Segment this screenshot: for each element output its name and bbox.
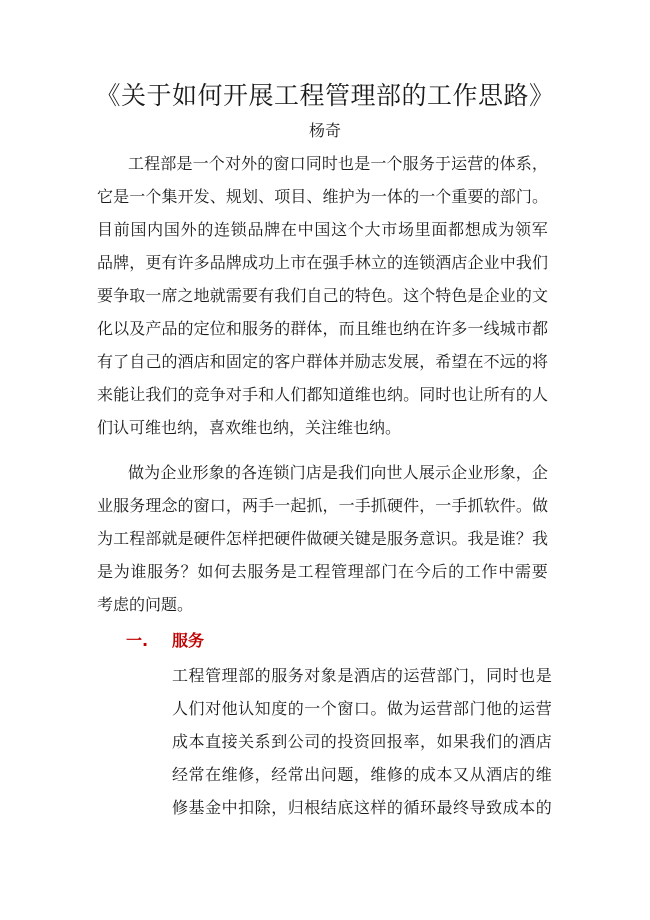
section-number: 一.	[126, 631, 149, 650]
paragraph-2-line-3: 为 工 程 部 就 是 硬 件 怎 样 把 硬 件 做 硬 关 键 是 服 务 意 识 。 我 是 谁 ？ 我	[97, 529, 548, 548]
paragraph-1-line-4: 品 牌 ， 更 有 许 多 品 牌 成 功 上 市 在 强 手 林 立 的 连 锁 酒 店 企 业 中 我 们	[97, 253, 548, 272]
section-heading	[126, 628, 204, 654]
section-paragraph-line-5: 修 基 金 中 扣 除 ， 归 根 结 底 这 样 的 循 环 最 终 导 致 成 本 的	[172, 798, 552, 817]
section-paragraph-line-3: 成 本 直 接 关 系 到 公 司 的 投 资 回 报 率 ， 如 果 我 们 的 酒 店	[172, 732, 552, 751]
paragraph-1-line-3: 目 前 国 内 国 外 的 连 锁 品 牌 在 中 国 这 个 大 市 场 里 面 都 想 成 为 领 军	[97, 220, 548, 239]
document-title: 《关于如何开展工程管理部的工作思路》	[95, 81, 555, 110]
section-paragraph-line-1: 工 程 管 理 部 的 服 务 对 象 是 酒 店 的 运 营 部 门 ， 同 时 也 是	[172, 666, 552, 685]
section-title: 服务	[172, 631, 205, 650]
paragraph-2-line-5: 考虑的问题。	[97, 595, 194, 614]
paragraph-1-line-5: 要 争 取 一 席 之 地 就 需 要 有 我 们 自 己 的 特 色 。 这 个 特 色 是 企 业 的 文	[97, 286, 548, 305]
paragraph-1-line-7: 有 了 自 己 的 酒 店 和 固 定 的 客 户 群 体 并 励 志 发 展 ， 希 望 在 不 远 的 将	[97, 352, 548, 371]
paragraph-1-line-6: 化 以 及 产 品 的 定 位 和 服 务 的 群 体 ， 而 且 维 也 纳 在 许 多 一 线 城 市 都	[97, 319, 548, 338]
paragraph-1-line-1: 工 程 部 是 一 个 对 外 的 窗 口 同 时 也 是 一 个 服 务 于 运 营 的 体 系 ，	[128, 154, 548, 173]
paragraph-1-line-8: 来 能 让 我 们 的 竞 争 对 手 和 人 们 都 知 道 维 也 纳 。 同 时 也 让 所 有 的 人	[97, 385, 548, 404]
paragraph-2-line-1: 做 为 企 业 形 象 的 各 连 锁 门 店 是 我 们 向 世 人 展 示 企 业 形 象 ， 企	[128, 463, 548, 482]
section-paragraph-line-2: 人 们 对 他 认 知 度 的 一 个 窗 口 。 做 为 运 营 部 门 他 的 运 营	[172, 699, 552, 718]
paragraph-1-line-9: 们认可维也纳，喜欢维也纳，关注维也纳。	[97, 418, 402, 437]
paragraph-2-line-2: 业 服 务 理 念 的 窗 口 ， 两 手 一 起 抓 ， 一 手 抓 硬 件 ， 一 手 抓 软 件 。 做	[97, 496, 548, 515]
section-paragraph-line-4: 经 常 在 维 修 ， 经 常 出 问 题 ， 维 修 的 成 本 又 从 酒 店 的 维	[172, 765, 552, 784]
paragraph-2-line-4: 是 为 谁 服 务 ？ 如 何 去 服 务 是 工 程 管 理 部 门 在 今 后 的 工 作 中 需 要	[97, 562, 548, 581]
paragraph-1-line-2: 它 是 一 个 集 开 发 、 规 划 、 项 目 、 维 护 为 一 体 的 一 个 重 要 的 部 门 。	[97, 187, 548, 206]
author-name: 杨奇	[308, 121, 341, 140]
